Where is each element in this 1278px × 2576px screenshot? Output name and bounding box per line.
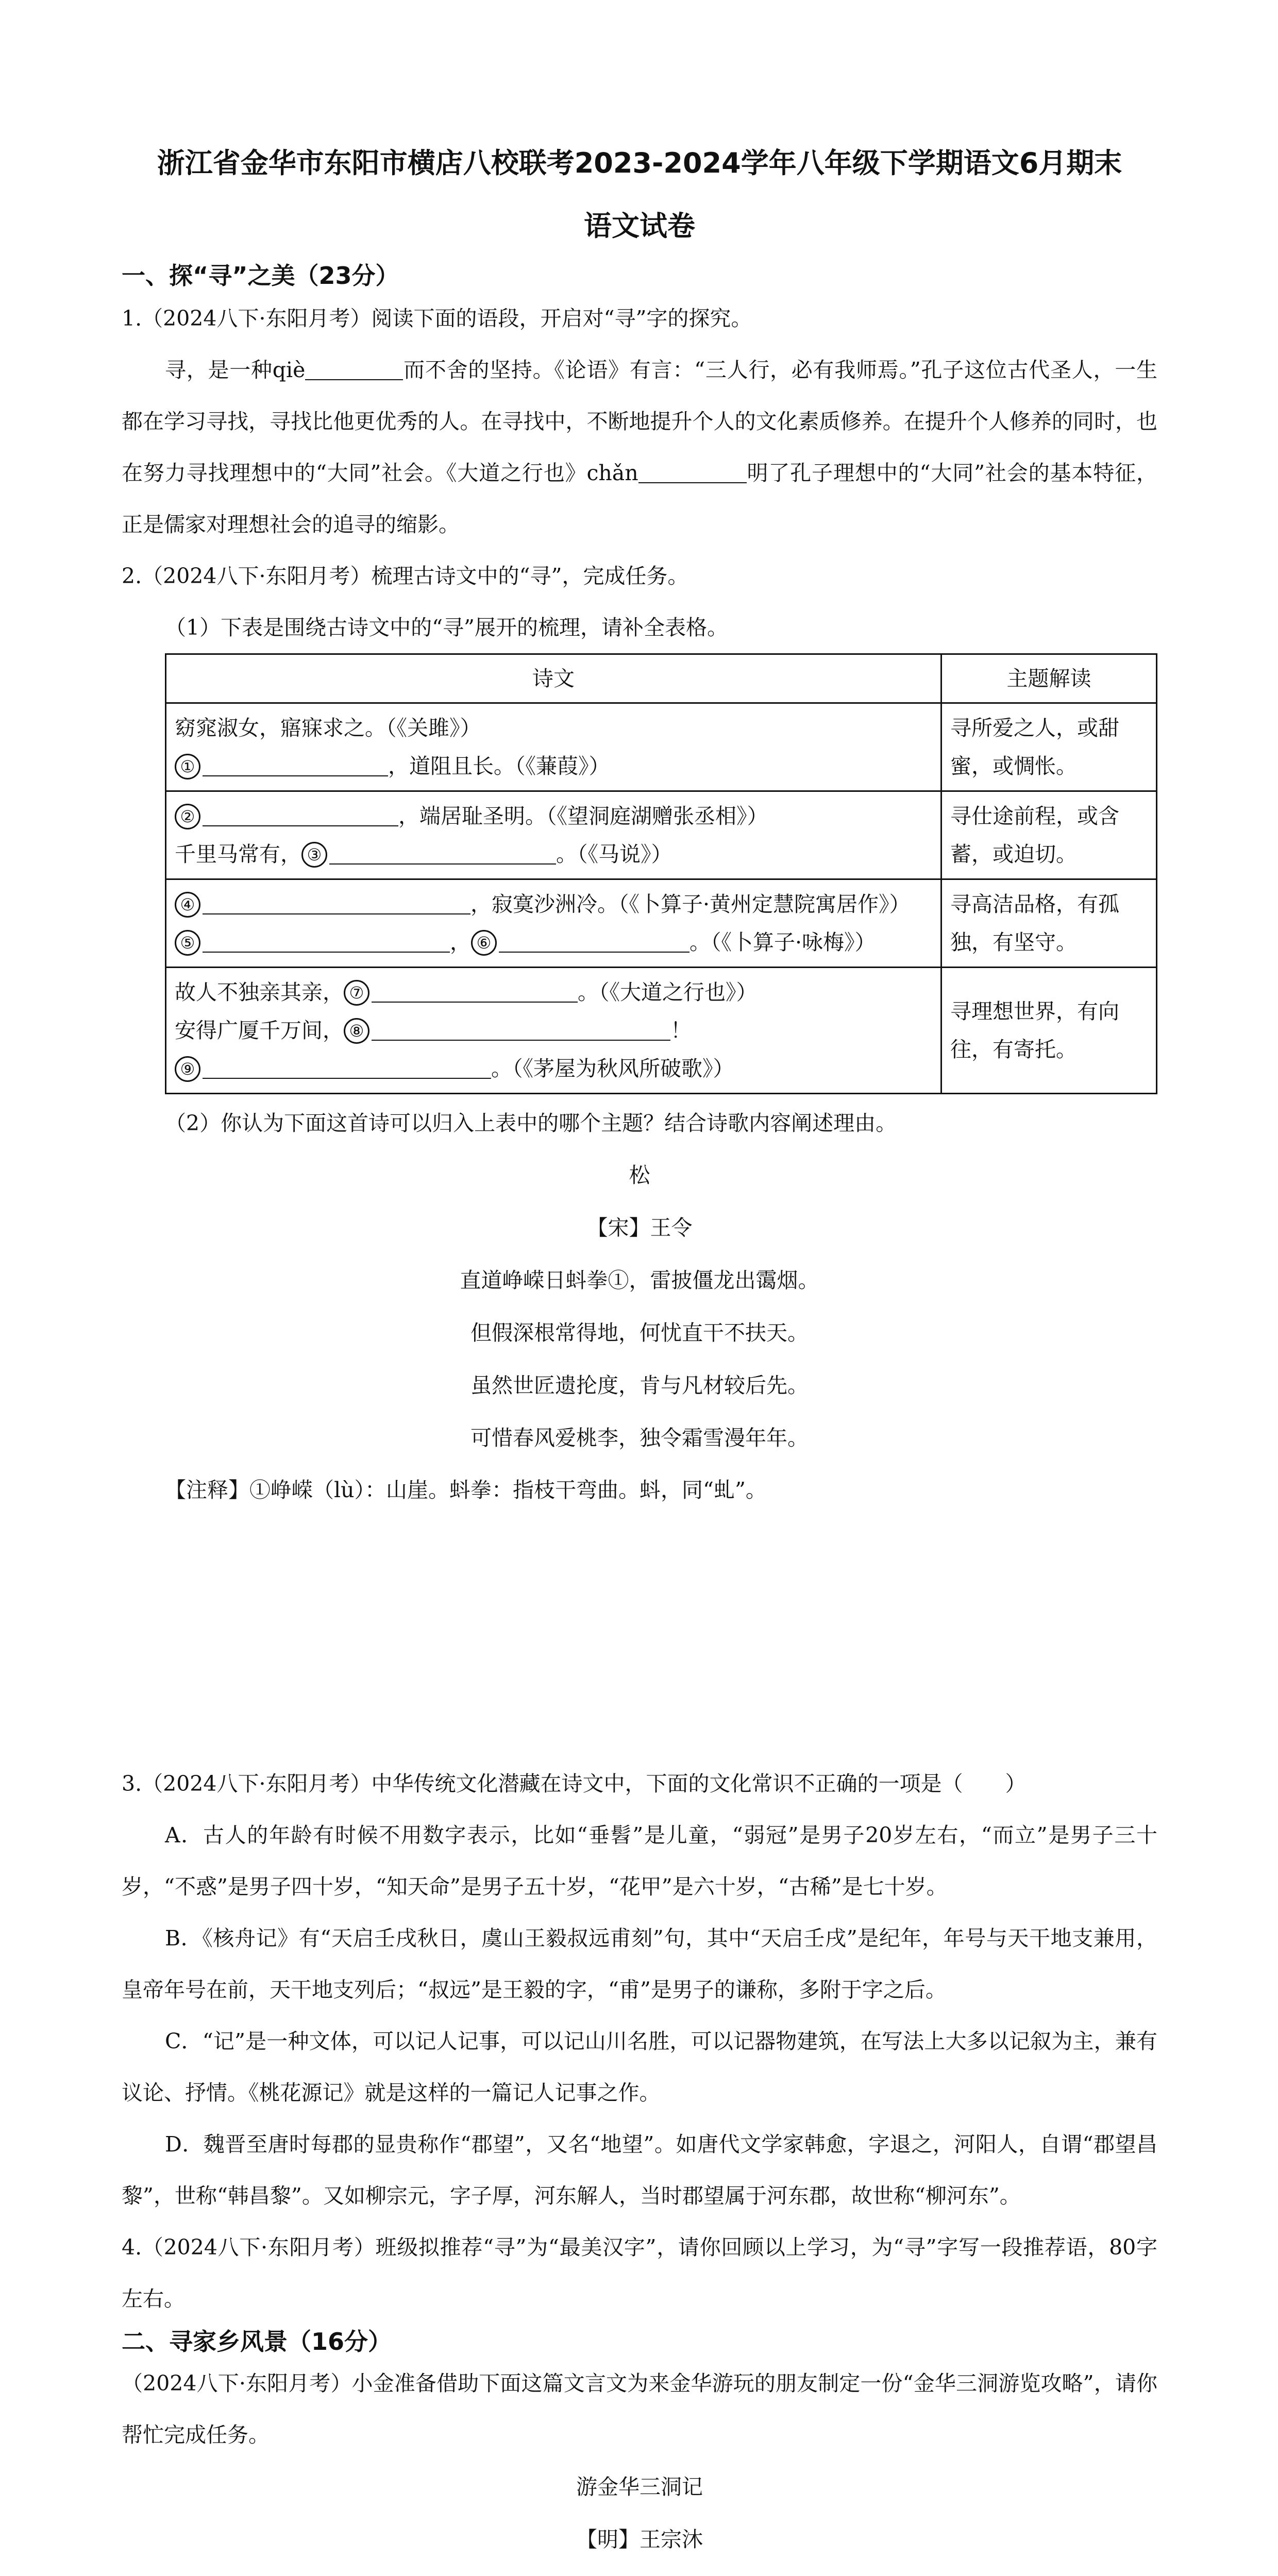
- row1-theme: 寻所爱之人，或甜蜜，或惆怅。: [941, 703, 1157, 791]
- col-poem-header: 诗文: [166, 654, 941, 703]
- row4-line1: [175, 973, 932, 1011]
- answer-blank-2[interactable]: [203, 806, 398, 826]
- row1-line2: [175, 747, 932, 785]
- poem-note: 【注释】①峥嵘（lù）：山崖。蚪拳：指枝干弯曲。蚪，同“虬”。: [165, 1478, 767, 1502]
- row3-theme: 寻高洁品格，有孤独，有坚守。: [941, 879, 1157, 968]
- q3-option-d[interactable]: D．魏晋至唐时每郡的显贵称作“郡望”，又名“地望”。如唐代文学家韩愈，字退之，河阳人，自谓“郡望昌黎”，世称“韩昌黎”。又如柳宗元，字子厚，河东解人，当时郡望属于河东郡，故世称“柳河东”。: [122, 2132, 1157, 2208]
- article-paragraph-1: [122, 2566, 1157, 2576]
- blank-number: ⑨: [175, 1056, 200, 1082]
- row4-line1-lead: 故人不独亲其亲，: [175, 980, 344, 1005]
- row4-line1-text: 。（《大道之行也》）: [578, 980, 758, 1005]
- row3-line1-text: ，寂寞沙洲冷。（《卜算子·黄州定慧院寓居作》）: [470, 892, 911, 917]
- exam-title-line2: 语文试卷: [584, 210, 695, 242]
- blank-number: ②: [175, 804, 200, 829]
- answer-blank-6[interactable]: [499, 932, 690, 953]
- blank-number: ⑤: [175, 930, 200, 956]
- row3-line2-text: 。（《卜算子·咏梅》）: [690, 930, 876, 955]
- row2-line1-text: ，端居耻圣明。（《望洞庭湖赠张丞相》）: [398, 804, 768, 828]
- answer-blank-8[interactable]: [372, 1020, 670, 1041]
- q2-stem: 2.（2024八下·东阳月考）梳理古诗文中的“寻”，完成任务。: [122, 564, 689, 588]
- row4-line2: [175, 1011, 932, 1049]
- poem-line: 虽然世匠遗抡度，肯与凡材较后先。: [470, 1373, 809, 1398]
- poem-line: 直道峥嵘日蚪拳①，雷披僵龙出霭烟。: [460, 1268, 819, 1293]
- row1-line2-text: ，道阻且长。（《蒹葭》）: [388, 754, 610, 778]
- row4-line3: [175, 1049, 932, 1088]
- col-theme-header: 主题解读: [941, 654, 1157, 703]
- answer-blank-1[interactable]: [203, 756, 388, 776]
- q1-text-a: 寻，是一种qiè: [165, 358, 306, 382]
- row4-theme: 寻理想世界，有向往，有寄托。: [941, 968, 1157, 1094]
- q3-stem: 3.（2024八下·东阳月考）中华传统文化潜藏在诗文中，下面的文化常识不正确的一项是（ ）: [122, 1771, 1027, 1796]
- row4-line3-text: 。（《茅屋为秋风所破歌》）: [491, 1056, 734, 1081]
- q1-text-c: 明了孔子理想中的“大同”社会的基本特征，正是儒家对理想社会的追寻的缩影。: [122, 461, 1158, 537]
- row2-line2-lead: 千里马常有，: [175, 842, 301, 867]
- answer-blank-4[interactable]: [203, 894, 470, 914]
- answer-space[interactable]: [122, 1516, 1157, 1758]
- row2-theme: 寻仕途前程，或含蓄，或迫切。: [941, 791, 1157, 879]
- row1-poem: [166, 703, 941, 791]
- article-author: 【明】王宗沐: [576, 2527, 703, 2552]
- section2-heading: 二、寻家乡风景（16分）: [122, 2328, 392, 2355]
- q3-option-b[interactable]: B．《核舟记》有“天启壬戌秋日，虞山王毅叔远甫刻”句，其中“天启壬戌”是纪年，年号与天干地支兼用，皇帝年号在前，天干地支列后；“叔远”是王毅的字，“甫”是男子的谦称，多附于字之后。: [122, 1926, 1157, 2002]
- table-header-row: [166, 654, 1157, 703]
- answer-blank-7[interactable]: [372, 982, 578, 1003]
- q2-sub2: （2）你认为下面这首诗可以归入上表中的哪个主题？结合诗歌内容阐述理由。: [165, 1111, 897, 1136]
- blank-number: ⑥: [471, 930, 497, 956]
- blank-number: ③: [301, 842, 327, 868]
- answer-blank-5[interactable]: [203, 932, 450, 953]
- blank-number: ⑧: [344, 1018, 369, 1044]
- exam-title-line1: 浙江省金华市东阳市横店八校联考2023-2024学年八年级下学期语文6月期末: [157, 147, 1122, 179]
- row1-line1: 窈窕淑女，寤寐求之。（《关雎》）: [175, 716, 481, 740]
- blank-number: ④: [175, 892, 200, 918]
- table-row: [166, 879, 1157, 968]
- section2-intro: （2024八下·东阳月考）小金准备借助下面这篇文言文为来金华游玩的朋友制定一份“金华三洞游览攻略”，请你帮忙完成任务。: [122, 2371, 1157, 2447]
- table-row: [166, 791, 1157, 879]
- q1-blank-2[interactable]: [638, 463, 747, 483]
- poem-line: 但假深根常得地，何忧直干不扶天。: [470, 1320, 809, 1345]
- row2-line2-text: 。（《马说》）: [556, 842, 672, 867]
- answer-blank-3[interactable]: [329, 844, 556, 865]
- row2-poem: [166, 791, 941, 879]
- row3-sep: ，: [450, 930, 471, 955]
- row3-line1: [175, 885, 932, 923]
- blank-number: ①: [175, 754, 200, 779]
- row4-poem: [166, 968, 941, 1094]
- row4-line2-lead: 安得广厦千万间，: [175, 1018, 344, 1043]
- article-title: 游金华三洞记: [576, 2475, 703, 2499]
- q3-option-c[interactable]: C．“记”是一种文体，可以记人记事，可以记山川名胜，可以记器物建筑，在写法上大多以记叙为主，兼有议论、抒情。《桃花源记》就是这样的一篇记人记事之作。: [122, 2029, 1157, 2105]
- q1-passage: [122, 344, 1157, 550]
- blank-number: ⑦: [344, 980, 369, 1006]
- row3-line2: [175, 923, 932, 961]
- row2-line1: [175, 797, 932, 835]
- poem-line: 可惜春风爱桃李，独令霜雪漫年年。: [470, 1426, 809, 1450]
- poem-table: [165, 653, 1157, 1094]
- row2-line2: [175, 835, 932, 873]
- q3-option-a[interactable]: A．古人的年龄有时候不用数字表示，比如“垂髫”是儿童，“弱冠”是男子20岁左右，“而立”是男子三十岁，“不惑”是男子四十岁，“知天命”是男子五十岁，“花甲”是六十岁，“古稀”是七十岁。: [122, 1823, 1157, 1899]
- table-row: [166, 968, 1157, 1094]
- q4-stem: 4.（2024八下·东阳月考）班级拟推荐“寻”为“最美汉字”，请你回顾以上学习，为“寻”字写一段推荐语，80字左右。: [122, 2235, 1157, 2311]
- section1-heading: 一、探“寻”之美（23分）: [122, 262, 399, 290]
- poem-author: 【宋】王令: [586, 1215, 693, 1240]
- poem-title: 松: [629, 1163, 650, 1188]
- table-row: [166, 703, 1157, 791]
- answer-blank-9[interactable]: [203, 1058, 491, 1079]
- q1-text-b: 而不舍的坚持。《论语》有言：“三人行，必有我师焉。”孔子这位古代圣人，一生都在学习寻找，寻找比他更优秀的人。在寻找中，不断地提升个人的文化素质修养。在提升个人修养的同时，也在努力寻找理想中的“大同”社会。《大道之行也》chǎn: [122, 358, 1158, 485]
- q2-sub1: （1）下表是围绕古诗文中的“寻”展开的梳理，请补全表格。: [165, 615, 729, 640]
- page-content: [122, 149, 1157, 2576]
- q1-stem: 1.（2024八下·东阳月考）阅读下面的语段，开启对“寻”字的探究。: [122, 306, 752, 331]
- q1-blank-1[interactable]: [305, 360, 403, 380]
- row4-line2-text: ！: [670, 1018, 692, 1043]
- row3-poem: [166, 879, 941, 968]
